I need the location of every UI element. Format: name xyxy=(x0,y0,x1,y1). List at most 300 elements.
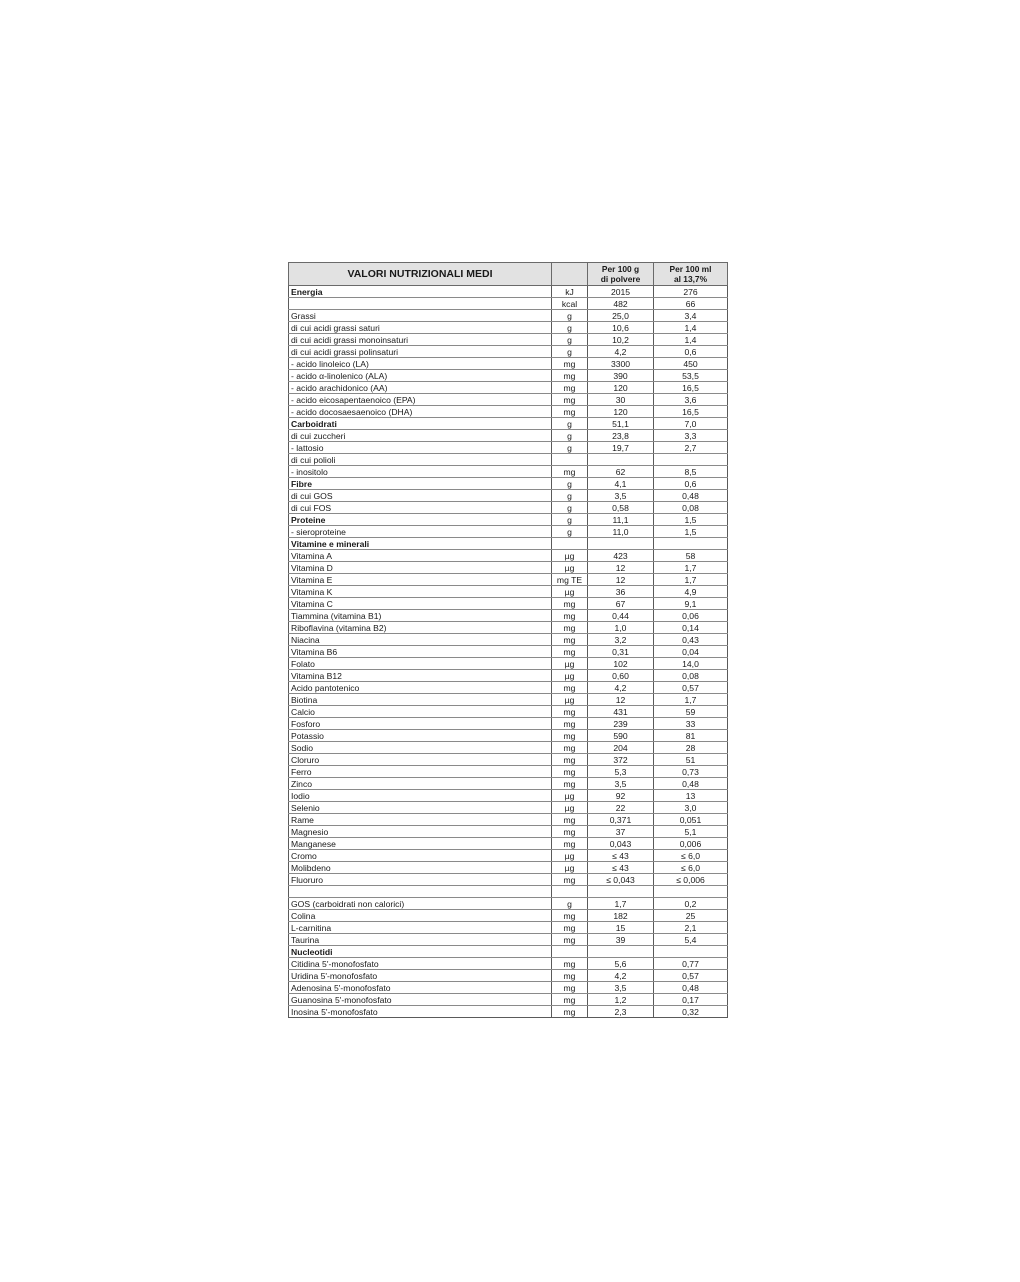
table-row xyxy=(289,718,728,730)
value-per-100g xyxy=(588,454,654,466)
nutrient-label: Vitamina C xyxy=(289,598,552,610)
value-per-100ml: 9,1 xyxy=(654,598,728,610)
nutrient-label: Vitamina B12 xyxy=(289,670,552,682)
table-row xyxy=(289,670,728,682)
nutrient-unit: mg xyxy=(552,958,588,970)
nutrient-label: Colina xyxy=(289,910,552,922)
nutrient-unit: mg xyxy=(552,730,588,742)
value-per-100ml: 51 xyxy=(654,754,728,766)
table-row xyxy=(289,958,728,970)
value-per-100ml: 53,5 xyxy=(654,370,728,382)
nutrient-label: di cui acidi grassi polinsaturi xyxy=(289,346,552,358)
value-per-100ml: 14,0 xyxy=(654,658,728,670)
value-per-100ml: 81 xyxy=(654,730,728,742)
value-per-100g: 3300 xyxy=(588,358,654,370)
nutrient-unit: mg xyxy=(552,994,588,1006)
value-per-100g: 482 xyxy=(588,298,654,310)
per-100g-column-header xyxy=(588,263,654,286)
nutrient-unit xyxy=(552,946,588,958)
nutrient-label: - lattosio xyxy=(289,442,552,454)
table-row xyxy=(289,610,728,622)
value-per-100g: 0,371 xyxy=(588,814,654,826)
nutrient-label: Potassio xyxy=(289,730,552,742)
nutrient-label: di cui acidi grassi saturi xyxy=(289,322,552,334)
value-per-100ml: 450 xyxy=(654,358,728,370)
table-row xyxy=(289,826,728,838)
value-per-100ml: 0,48 xyxy=(654,778,728,790)
value-per-100g: 39 xyxy=(588,934,654,946)
value-per-100ml xyxy=(654,538,728,550)
value-per-100g: 1,7 xyxy=(588,898,654,910)
nutrient-label: di cui GOS xyxy=(289,490,552,502)
nutrient-unit: mg xyxy=(552,598,588,610)
table-row xyxy=(289,706,728,718)
value-per-100g: 4,2 xyxy=(588,346,654,358)
value-per-100g: 2,3 xyxy=(588,1006,654,1018)
table-row xyxy=(289,490,728,502)
nutrient-label: Niacina xyxy=(289,634,552,646)
value-per-100g: 4,2 xyxy=(588,970,654,982)
nutrient-unit xyxy=(552,454,588,466)
nutrient-unit: mg xyxy=(552,706,588,718)
per-100g-header-line1: Per 100 g xyxy=(601,264,640,274)
nutrient-label: Selenio xyxy=(289,802,552,814)
value-per-100ml: 0,48 xyxy=(654,490,728,502)
nutrient-label: Biotina xyxy=(289,694,552,706)
value-per-100ml: 4,9 xyxy=(654,586,728,598)
nutrient-unit: mg xyxy=(552,814,588,826)
nutrient-unit: mg xyxy=(552,406,588,418)
nutrient-unit: mg xyxy=(552,682,588,694)
value-per-100g: 67 xyxy=(588,598,654,610)
table-header xyxy=(289,263,728,286)
value-per-100ml: 3,6 xyxy=(654,394,728,406)
nutrient-unit: g xyxy=(552,478,588,490)
table-row xyxy=(289,754,728,766)
value-per-100g: 4,2 xyxy=(588,682,654,694)
table-row xyxy=(289,850,728,862)
nutrient-label xyxy=(289,886,552,898)
table-title: VALORI NUTRIZIONALI MEDI xyxy=(289,263,552,286)
nutrient-label: Folato xyxy=(289,658,552,670)
table-row xyxy=(289,886,728,898)
nutrient-label: Rame xyxy=(289,814,552,826)
nutrient-label: Fibre xyxy=(289,478,552,490)
nutrient-label: Riboflavina (vitamina B2) xyxy=(289,622,552,634)
table-row xyxy=(289,382,728,394)
value-per-100ml: 0,051 xyxy=(654,814,728,826)
nutrient-unit: mg xyxy=(552,970,588,982)
table-row xyxy=(289,982,728,994)
value-per-100ml: ≤ 6,0 xyxy=(654,862,728,874)
nutrient-unit xyxy=(552,886,588,898)
nutrient-unit: mg TE xyxy=(552,574,588,586)
nutrient-label: Uridina 5'-monofosfato xyxy=(289,970,552,982)
nutrient-label: GOS (carboidrati non calorici) xyxy=(289,898,552,910)
nutrient-unit: µg xyxy=(552,862,588,874)
nutrient-unit: g xyxy=(552,502,588,514)
nutrient-label: - acido linoleico (LA) xyxy=(289,358,552,370)
table-row xyxy=(289,802,728,814)
value-per-100g: 25,0 xyxy=(588,310,654,322)
value-per-100g: 0,043 xyxy=(588,838,654,850)
nutrition-table xyxy=(288,262,728,1018)
value-per-100g: 5,3 xyxy=(588,766,654,778)
value-per-100ml xyxy=(654,454,728,466)
nutrient-unit: kJ xyxy=(552,286,588,298)
nutrient-unit: mg xyxy=(552,646,588,658)
nutrient-label: Magnesio xyxy=(289,826,552,838)
table-row xyxy=(289,514,728,526)
table-row xyxy=(289,454,728,466)
table-body xyxy=(289,286,728,1018)
nutrient-unit: mg xyxy=(552,370,588,382)
nutrient-unit: mg xyxy=(552,910,588,922)
nutrient-label: Grassi xyxy=(289,310,552,322)
value-per-100g: 12 xyxy=(588,574,654,586)
table-row xyxy=(289,730,728,742)
value-per-100g: 204 xyxy=(588,742,654,754)
table-row xyxy=(289,394,728,406)
nutrient-unit: mg xyxy=(552,358,588,370)
table-row xyxy=(289,1006,728,1018)
per-100ml-header-line1: Per 100 ml xyxy=(669,264,712,274)
value-per-100ml: 28 xyxy=(654,742,728,754)
nutrient-label: Molibdeno xyxy=(289,862,552,874)
table-row xyxy=(289,406,728,418)
table-row xyxy=(289,646,728,658)
value-per-100ml: 16,5 xyxy=(654,406,728,418)
value-per-100g: 431 xyxy=(588,706,654,718)
nutrient-unit: mg xyxy=(552,622,588,634)
value-per-100ml: 0,17 xyxy=(654,994,728,1006)
unit-column-header xyxy=(552,263,588,286)
value-per-100g: 390 xyxy=(588,370,654,382)
value-per-100ml: 0,2 xyxy=(654,898,728,910)
nutrient-label: Fosforo xyxy=(289,718,552,730)
value-per-100ml: 1,5 xyxy=(654,526,728,538)
table-row xyxy=(289,934,728,946)
value-per-100ml: ≤ 6,0 xyxy=(654,850,728,862)
nutrient-label: Fluoruro xyxy=(289,874,552,886)
value-per-100ml xyxy=(654,946,728,958)
value-per-100g xyxy=(588,538,654,550)
nutrient-label: Acido pantotenico xyxy=(289,682,552,694)
table-row xyxy=(289,442,728,454)
nutrient-label: - acido arachidonico (AA) xyxy=(289,382,552,394)
value-per-100ml: 2,7 xyxy=(654,442,728,454)
nutrient-label: - sieroproteine xyxy=(289,526,552,538)
value-per-100ml: 0,006 xyxy=(654,838,728,850)
nutrient-label: Cromo xyxy=(289,850,552,862)
table-row xyxy=(289,466,728,478)
nutrient-label: Tiammina (vitamina B1) xyxy=(289,610,552,622)
nutrient-label: di cui zuccheri xyxy=(289,430,552,442)
value-per-100g xyxy=(588,886,654,898)
value-per-100ml: 33 xyxy=(654,718,728,730)
nutrient-unit: µg xyxy=(552,550,588,562)
nutrient-unit: mg xyxy=(552,382,588,394)
table-row xyxy=(289,658,728,670)
nutrient-unit: mg xyxy=(552,742,588,754)
value-per-100g: 239 xyxy=(588,718,654,730)
nutrient-unit: g xyxy=(552,514,588,526)
value-per-100g: 2015 xyxy=(588,286,654,298)
nutrient-label: - acido eicosapentaenoico (EPA) xyxy=(289,394,552,406)
table-row xyxy=(289,922,728,934)
value-per-100ml: 7,0 xyxy=(654,418,728,430)
nutrient-label: Cloruro xyxy=(289,754,552,766)
value-per-100ml: 0,48 xyxy=(654,982,728,994)
value-per-100ml: 1,4 xyxy=(654,334,728,346)
value-per-100ml: 1,7 xyxy=(654,574,728,586)
table-row xyxy=(289,862,728,874)
value-per-100g: ≤ 43 xyxy=(588,850,654,862)
table-row xyxy=(289,634,728,646)
nutrient-label: Nucleotidi xyxy=(289,946,552,958)
value-per-100g: 120 xyxy=(588,382,654,394)
table-row xyxy=(289,574,728,586)
nutrient-unit: g xyxy=(552,418,588,430)
nutrient-unit: g xyxy=(552,430,588,442)
header-row xyxy=(289,263,728,286)
value-per-100g: 37 xyxy=(588,826,654,838)
nutrient-unit: µg xyxy=(552,790,588,802)
table-row xyxy=(289,538,728,550)
nutrient-label: Inosina 5'-monofosfato xyxy=(289,1006,552,1018)
table-row xyxy=(289,814,728,826)
nutrient-label: - inositolo xyxy=(289,466,552,478)
table-row xyxy=(289,478,728,490)
table-row xyxy=(289,622,728,634)
table-row xyxy=(289,346,728,358)
nutrient-label: Calcio xyxy=(289,706,552,718)
value-per-100ml: 0,06 xyxy=(654,610,728,622)
nutrient-label: Sodio xyxy=(289,742,552,754)
value-per-100g: 0,44 xyxy=(588,610,654,622)
value-per-100g: 62 xyxy=(588,466,654,478)
nutrient-label: Citidina 5'-monofosfato xyxy=(289,958,552,970)
table-row xyxy=(289,874,728,886)
value-per-100ml xyxy=(654,886,728,898)
nutrient-unit: µg xyxy=(552,658,588,670)
value-per-100ml: 0,14 xyxy=(654,622,728,634)
value-per-100ml: 0,43 xyxy=(654,634,728,646)
nutrient-label: Vitamina K xyxy=(289,586,552,598)
nutrient-label: Zinco xyxy=(289,778,552,790)
value-per-100g: 4,1 xyxy=(588,478,654,490)
value-per-100g: 36 xyxy=(588,586,654,598)
nutrient-unit: g xyxy=(552,310,588,322)
value-per-100g: 10,6 xyxy=(588,322,654,334)
value-per-100g: ≤ 43 xyxy=(588,862,654,874)
table-row xyxy=(289,682,728,694)
nutrient-label: Vitamina B6 xyxy=(289,646,552,658)
value-per-100ml: 0,6 xyxy=(654,478,728,490)
nutrient-label: di cui acidi grassi monoinsaturi xyxy=(289,334,552,346)
nutrient-unit: mg xyxy=(552,838,588,850)
value-per-100g: 0,60 xyxy=(588,670,654,682)
value-per-100g: 372 xyxy=(588,754,654,766)
table-row xyxy=(289,358,728,370)
value-per-100g: 182 xyxy=(588,910,654,922)
value-per-100g: 11,1 xyxy=(588,514,654,526)
nutrient-label: Guanosina 5'-monofosfato xyxy=(289,994,552,1006)
nutrient-label: di cui polioli xyxy=(289,454,552,466)
value-per-100g: 15 xyxy=(588,922,654,934)
value-per-100g: 590 xyxy=(588,730,654,742)
value-per-100ml: 66 xyxy=(654,298,728,310)
value-per-100g: 1,0 xyxy=(588,622,654,634)
value-per-100ml: 2,1 xyxy=(654,922,728,934)
value-per-100g: 11,0 xyxy=(588,526,654,538)
per-100ml-column-header xyxy=(654,263,728,286)
value-per-100g: 423 xyxy=(588,550,654,562)
table-row xyxy=(289,286,728,298)
nutrient-unit: mg xyxy=(552,766,588,778)
table-row xyxy=(289,790,728,802)
value-per-100ml: 0,57 xyxy=(654,682,728,694)
value-per-100ml: 0,6 xyxy=(654,346,728,358)
value-per-100ml: 0,08 xyxy=(654,502,728,514)
value-per-100ml: ≤ 0,006 xyxy=(654,874,728,886)
nutrient-label: Vitamina D xyxy=(289,562,552,574)
value-per-100ml: 25 xyxy=(654,910,728,922)
nutrient-label: di cui FOS xyxy=(289,502,552,514)
value-per-100g: 3,2 xyxy=(588,634,654,646)
table-row xyxy=(289,550,728,562)
nutrient-unit: g xyxy=(552,334,588,346)
value-per-100ml: 58 xyxy=(654,550,728,562)
nutrient-unit: g xyxy=(552,490,588,502)
table-row xyxy=(289,562,728,574)
value-per-100g: 12 xyxy=(588,562,654,574)
nutrient-unit: mg xyxy=(552,778,588,790)
nutrient-label: Energia xyxy=(289,286,552,298)
value-per-100g: 0,58 xyxy=(588,502,654,514)
nutrient-unit: mg xyxy=(552,394,588,406)
value-per-100ml: 13 xyxy=(654,790,728,802)
table-row xyxy=(289,778,728,790)
table-row xyxy=(289,586,728,598)
value-per-100g: 92 xyxy=(588,790,654,802)
value-per-100ml: 1,7 xyxy=(654,562,728,574)
nutrient-unit: mg xyxy=(552,634,588,646)
nutrient-unit: mg xyxy=(552,826,588,838)
nutrient-label xyxy=(289,298,552,310)
value-per-100ml: 0,08 xyxy=(654,670,728,682)
nutrient-label: Ferro xyxy=(289,766,552,778)
nutrient-unit: g xyxy=(552,346,588,358)
value-per-100g: 12 xyxy=(588,694,654,706)
nutrient-label: Manganese xyxy=(289,838,552,850)
value-per-100g: 19,7 xyxy=(588,442,654,454)
table-row xyxy=(289,766,728,778)
value-per-100g: 5,6 xyxy=(588,958,654,970)
nutrient-unit: µg xyxy=(552,694,588,706)
value-per-100g: ≤ 0,043 xyxy=(588,874,654,886)
nutrient-unit: mg xyxy=(552,754,588,766)
nutrient-label: Carboidrati xyxy=(289,418,552,430)
value-per-100g: 3,5 xyxy=(588,982,654,994)
nutrient-label: Adenosina 5'-monofosfato xyxy=(289,982,552,994)
nutrient-unit: g xyxy=(552,322,588,334)
nutrient-label: - acido α-linolenico (ALA) xyxy=(289,370,552,382)
nutrient-unit: mg xyxy=(552,982,588,994)
value-per-100g: 3,5 xyxy=(588,778,654,790)
nutrient-unit: mg xyxy=(552,1006,588,1018)
table-row xyxy=(289,322,728,334)
per-100g-header-line2: di polvere xyxy=(600,274,641,284)
value-per-100g: 51,1 xyxy=(588,418,654,430)
value-per-100ml: 1,7 xyxy=(654,694,728,706)
nutrient-unit: mg xyxy=(552,610,588,622)
value-per-100g: 10,2 xyxy=(588,334,654,346)
value-per-100ml: 5,1 xyxy=(654,826,728,838)
value-per-100ml: 3,3 xyxy=(654,430,728,442)
table-row xyxy=(289,430,728,442)
nutrient-label: Vitamine e minerali xyxy=(289,538,552,550)
nutrient-label: L-carnitina xyxy=(289,922,552,934)
table-row xyxy=(289,370,728,382)
value-per-100ml: 16,5 xyxy=(654,382,728,394)
nutrient-label: Vitamina E xyxy=(289,574,552,586)
nutrient-unit: g xyxy=(552,898,588,910)
value-per-100ml: 59 xyxy=(654,706,728,718)
table-row xyxy=(289,502,728,514)
value-per-100g: 1,2 xyxy=(588,994,654,1006)
table-row xyxy=(289,526,728,538)
value-per-100ml: 0,04 xyxy=(654,646,728,658)
value-per-100g: 0,31 xyxy=(588,646,654,658)
nutrient-unit xyxy=(552,538,588,550)
table-row xyxy=(289,742,728,754)
nutrient-unit: µg xyxy=(552,802,588,814)
nutrient-label: Vitamina A xyxy=(289,550,552,562)
value-per-100ml: 0,73 xyxy=(654,766,728,778)
value-per-100ml: 3,4 xyxy=(654,310,728,322)
value-per-100g: 30 xyxy=(588,394,654,406)
table-row xyxy=(289,898,728,910)
value-per-100ml: 5,4 xyxy=(654,934,728,946)
nutrient-unit: g xyxy=(552,526,588,538)
table-row xyxy=(289,970,728,982)
nutrient-label: Proteine xyxy=(289,514,552,526)
value-per-100g: 23,8 xyxy=(588,430,654,442)
table-row xyxy=(289,946,728,958)
table-row xyxy=(289,334,728,346)
nutrient-unit: µg xyxy=(552,562,588,574)
nutrient-unit: kcal xyxy=(552,298,588,310)
nutrient-unit: µg xyxy=(552,670,588,682)
nutrient-unit: mg xyxy=(552,718,588,730)
nutrient-label: Iodio xyxy=(289,790,552,802)
nutrient-unit: µg xyxy=(552,586,588,598)
value-per-100g: 3,5 xyxy=(588,490,654,502)
value-per-100ml: 1,5 xyxy=(654,514,728,526)
table-row xyxy=(289,994,728,1006)
value-per-100g xyxy=(588,946,654,958)
table-row xyxy=(289,598,728,610)
nutrient-unit: mg xyxy=(552,874,588,886)
nutrient-label: - acido docosaesaenoico (DHA) xyxy=(289,406,552,418)
value-per-100g: 120 xyxy=(588,406,654,418)
table-row xyxy=(289,838,728,850)
table-row xyxy=(289,910,728,922)
table-row xyxy=(289,694,728,706)
value-per-100ml: 0,77 xyxy=(654,958,728,970)
nutrient-label: Taurina xyxy=(289,934,552,946)
